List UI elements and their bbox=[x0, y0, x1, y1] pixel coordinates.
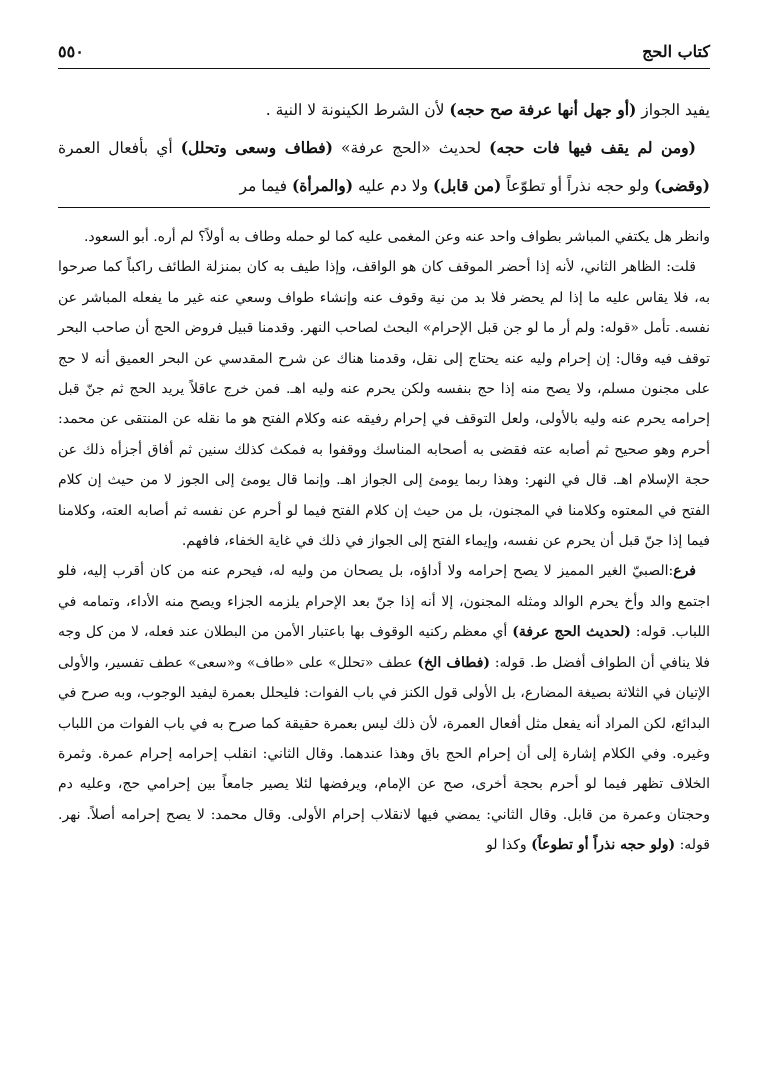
main-paragraph-2 bbox=[58, 129, 710, 205]
commentary-bold-span: (فطاف الخ) bbox=[417, 654, 491, 671]
book-title: كتاب الحج bbox=[642, 42, 710, 61]
matn-bold-span: (فطاف وسعى وتحلل) bbox=[180, 138, 333, 157]
page-number: ٥٥٠ bbox=[58, 42, 84, 61]
commentary-bold-span: (ولو حجه نذراً أو تطوعاً) bbox=[531, 837, 676, 854]
commentary-span: وكذا لو bbox=[486, 837, 532, 854]
main-text bbox=[58, 91, 710, 205]
matn-bold-span: (ومن لم يقف فيها فات حجه) bbox=[489, 138, 696, 157]
main-text-span: أي بأفعال العمرة bbox=[58, 139, 181, 157]
main-paragraph-1 bbox=[58, 91, 710, 129]
commentary-span: أي معظم ركنيه الوقوف بها باعتبار الأمن من البطلان عند فعله، لا من كل وجه فلا ينافي أن الطواف أفضل ط. قوله: bbox=[58, 624, 710, 671]
commentary-span: :الصبيّ الغير المميز لا يصح إحرامه ولا أداؤه، بل يصحان من وليه له، فيحرم عنه من كان أقرب إليه، فلو اجتمع والد وأخ يحرم الوالد ومثله المجنون، إلا أنه إذا جنّ بعد الإحرام يلزمه الجزاء ويصح منه الأداء، وتمامه في اللباب. قوله: bbox=[58, 563, 711, 641]
main-text-span: يفيد الجواز bbox=[636, 101, 710, 119]
commentary-bold-span: (لحديث الحج عرفة) bbox=[512, 624, 631, 641]
main-text-span: لأن الشرط الكينونة لا النية . bbox=[265, 101, 450, 119]
matn-bold-span: (والمرأة) bbox=[291, 176, 354, 195]
far-label: فرع bbox=[673, 563, 696, 580]
main-text-span: فيما مر bbox=[239, 177, 292, 195]
matn-bold-span: (وقضى) bbox=[654, 176, 710, 195]
commentary-span: عطف «تحلل» على «طاف» و«سعى» عطف تفسير، والأولى الإتيان في الثلاثة بصيغة المضارع، بل الأولى قول الكنز في باب الفوات: فليحلل بعمرة ليفيد الوجوب، وبه صرح في البدائع، لكن المراد أنه يفعل مثل أفعال العمرة، لأن ذلك ليس بعمرة حقيقة كما صرح به في باب الفوات من اللباب وغيره. وفي الكلام إشارة إلى أن إحرام الحج باق وهذا عندهما. وقال الثاني: انقلب إحرامه إحرام عمرة. وثمرة الخلاف تظهر فيما لو أحرم بحجة أخرى، صح عن الإمام، ويرفضها لئلا يصير جامعاً بين إحرامي حج، وعليه دم وحجتان وعمرة من قابل. وقال الثاني: يمضي فيها لانقلاب إحرام الأولى. وقال محمد: لا يصح إحرامه أصلاً. نهر. قوله: bbox=[58, 654, 711, 854]
commentary-paragraph-3 bbox=[58, 556, 710, 860]
main-text-span: ولو حجه نذراً أو تطوّعاً bbox=[501, 177, 655, 195]
commentary-paragraph-1: وانظر هل يكتفي المباشر بطواف واحد عنه وعن المغمى عليه كما لو حمله وطاف به أولاً؟ لم أره. أبو السعود. bbox=[83, 229, 710, 245]
document-page bbox=[58, 42, 710, 861]
matn-bold-span: (من قابل) bbox=[432, 176, 502, 195]
matn-bold-span: (أو جهل أنها عرفة صح حجه) bbox=[449, 100, 637, 119]
main-text-span: لحديث «الحج عرفة» bbox=[332, 139, 490, 157]
header-rule bbox=[58, 68, 710, 69]
commentary-divider bbox=[58, 207, 710, 208]
commentary-paragraph-2: قلت: الظاهر الثاني، لأنه إذا أحضر الموقف كان هو الواقف، وإذا طيف به كان بمنزلة الطائف راكباً كما صرحوا به، فلا يقاس عليه ما إذا لم يحضر فلا بد من نية وقوف عنه وإنشاء طواف وسعي عنه غير ما يفعله المباشر عن نفسه. تأمل «قوله: ولم أر ما لو جن قبل الإحرام» البحث لصاحب النهر. وقدمنا قبيل فروض الحج أن صاحب البحر توقف فيه وقال: إن إحرام وليه عنه يحتاج إلى نقل، وقدمنا هناك عن شرح المقدسي عن البحر العميق أنه لا حج على مجنون مسلم، ولا يصح منه إذا حج بنفسه ولكن يحرم عنه وليه اهـ. فمن خرج عاقلاً يريد الحج ثم جنّ قبل إحرامه يحرم عنه وليه بالأولى، ولعل التوقف في إحرام رفيقه عنه وكلام الفتح هو ما نقله عن المنتقى عن محمد: أحرم وهو صحيح ثم أصابه عته فقضى به أصحابه المناسك ووقفوا به فمكث كذلك سنين ثم أفاق أجزأه ذلك عن حجة الإسلام اهـ. قال في النهر: وهذا ربما يومئ إلى الجواز اهـ. وإنما قال يومئ إلى الجوز لا من حيث إن كلام الفتح في المعتوه وكلامنا في المجنون، بل من حيث إن كلام الفتح فيما لو أحرم عن نفسه ثم أصابه العته، وكلامنا فيما إذا جنّ قبل أن يحرم عن نفسه، وإيماء الفتح إلى الجواز في ذلك في غاية الخفاء، فافهم. bbox=[58, 259, 710, 550]
main-text-span: ولا دم عليه bbox=[353, 177, 433, 195]
page-header bbox=[58, 42, 710, 68]
commentary-text bbox=[58, 222, 710, 861]
